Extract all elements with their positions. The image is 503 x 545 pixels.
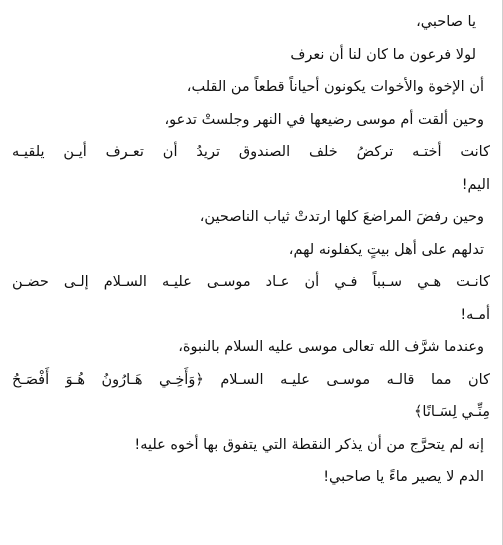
poem-line-7: وحين رفضَ المراضعَ كلها ارتدتْ ثياب الناصحين، bbox=[199, 209, 484, 225]
poem-line-3: أن الإخوة والأخوات يكونون أحياناً قطعاً من القلب، bbox=[186, 79, 484, 95]
poem-text bbox=[12, 6, 490, 494]
poem-line-10: أمـه! bbox=[460, 306, 490, 323]
poem-line-2: لولا فرعون ما كان لنا أن نعرف bbox=[290, 46, 476, 63]
poem-line-8: تدلهم على أهل بيتٍ يكفلونه لهم، bbox=[288, 241, 484, 258]
poem-line-6: اليم! bbox=[461, 176, 490, 193]
poem-line-5: كانت أختـه تركضُ خلف الصندوق تريدُ أن تعـرف أيـن يلقيـه bbox=[12, 144, 490, 160]
poem-line-11: وعندما شرَّف الله تعالى موسى عليه السلام بالنبوة، bbox=[178, 339, 484, 355]
poem-line-15: الدم لا يصير ماءً يا صاحبي! bbox=[323, 469, 484, 485]
poem-line-4: وحين ألقت أم موسى رضيعها في النهر وجلستْ تدعو، bbox=[164, 111, 484, 128]
poem-line-9: كانـت هـي سـبباً فـي أن عـاد موسـى عليـه السـلام إلـى حضـن bbox=[12, 274, 490, 290]
poem-line-14: إنه لم يتحرَّج من أن يذكر النقطة التي يتفوق بها أخوه عليه! bbox=[134, 436, 484, 453]
poem-line-12: كان مما قالـه موسـى عليـه السـلام ﴿وَأَخِـي هَـارُونُ هُـوَ أَفْصَـحُ bbox=[12, 371, 490, 388]
poem-line-1: يا صاحبي، bbox=[416, 14, 476, 30]
poem-line-13: مِنِّـي لِسَـانًا﴾ bbox=[413, 404, 490, 420]
